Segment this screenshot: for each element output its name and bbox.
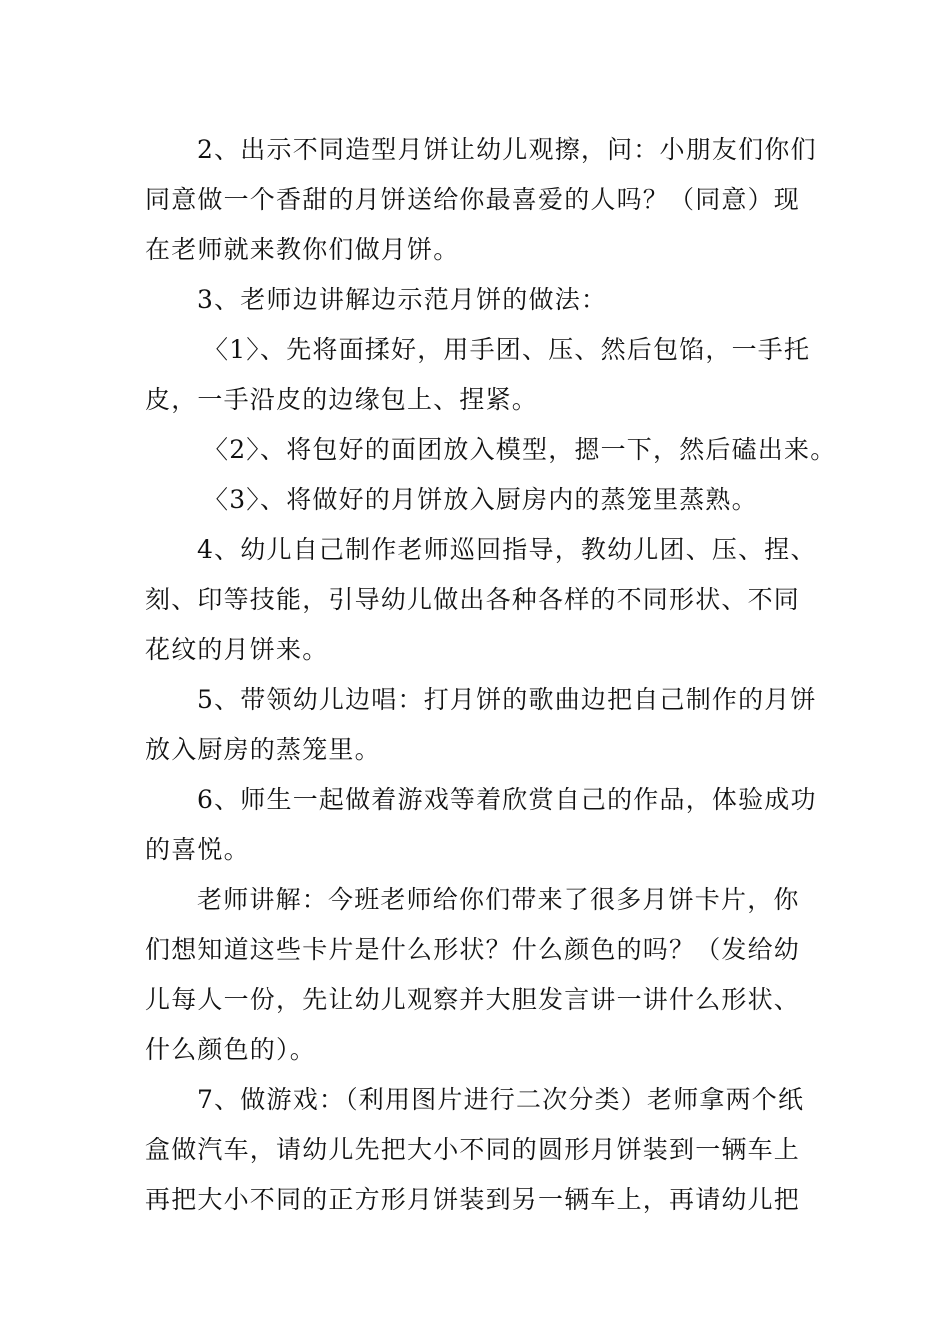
paragraph-3-line-1: 3、老师边讲解边示范月饼的做法：	[197, 285, 608, 314]
paragraph-2-line-1: 2、出示不同造型月饼让幼儿观擦，问：小朋友们你们	[197, 135, 817, 164]
teacher-paragraph-line-2: 们想知道这些卡片是什么形状？什么颜色的吗？（发给幼	[145, 935, 801, 964]
paragraph-7-line-1: 7、做游戏：（利用图片进行二次分类）老师拿两个纸	[197, 1085, 805, 1114]
teacher-paragraph-line-4: 什么颜色的）。	[145, 1035, 316, 1064]
paragraph-4-line-2: 刻、印等技能，引导幼儿做出各种各样的不同形状、不同	[145, 585, 801, 614]
paragraph-7-line-2: 盒做汽车，请幼儿先把大小不同的圆形月饼装到一辆车上	[145, 1135, 801, 1164]
paragraph-5-line-1: 5、带领幼儿边唱：打月饼的歌曲边把自己制作的月饼	[197, 685, 817, 714]
teacher-paragraph-line-1: 老师讲解：今班老师给你们带来了很多月饼卡片，你	[197, 885, 800, 914]
paragraph-2-line-3: 在老师就来教你们做月饼。	[145, 235, 460, 264]
step-3-line-1: 〈3〉、将做好的月饼放入厨房内的蒸笼里蒸熟。	[203, 485, 758, 514]
paragraph-2-line-2: 同意做一个香甜的月饼送给你最喜爱的人吗？（同意）现	[145, 185, 801, 214]
step-1-line-1: 〈1〉、先将面揉好，用手团、压、然后包馅，一手托	[203, 335, 811, 364]
step-1-line-2: 皮，一手沿皮的边缘包上、捏紧。	[145, 385, 539, 414]
teacher-paragraph-line-3: 儿每人一份，先让幼儿观察并大胆发言讲一讲什么形状、	[145, 985, 801, 1014]
paragraph-4-line-3: 花纹的月饼来。	[145, 635, 329, 664]
paragraph-6-line-2: 的喜悦。	[145, 835, 250, 864]
paragraph-6-line-1: 6、师生一起做着游戏等着欣赏自己的作品，体验成功	[197, 785, 817, 814]
paragraph-7-line-3: 再把大小不同的正方形月饼装到另一辆车上，再请幼儿把	[145, 1185, 801, 1214]
paragraph-5-line-2: 放入厨房的蒸笼里。	[145, 735, 381, 764]
step-2-line-1: 〈2〉、将包好的面团放入模型，摁一下，然后磕出来。	[203, 435, 837, 464]
paragraph-4-line-1: 4、幼儿自己制作老师巡回指导，教幼儿团、压、捏、	[197, 535, 817, 564]
